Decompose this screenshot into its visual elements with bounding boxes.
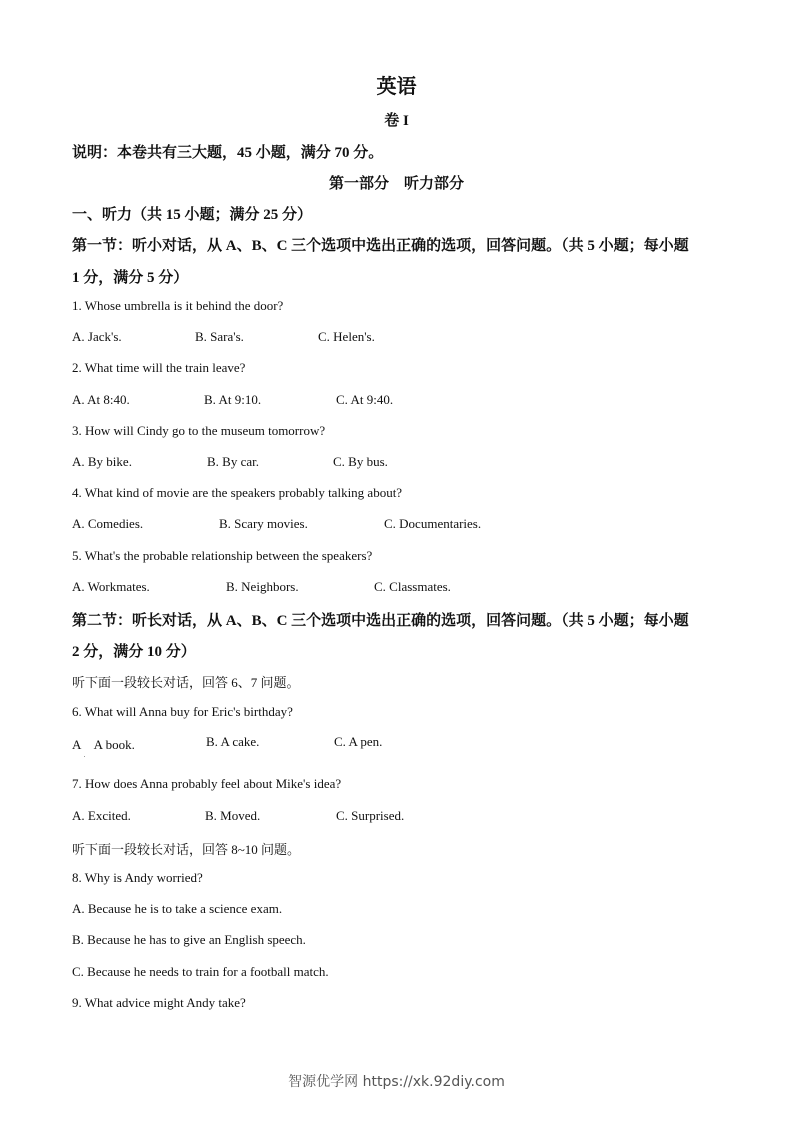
question-4-option-a: A. Comedies. [72,516,144,531]
question-2: 2. What time will the train leave? [72,360,246,375]
question-4-option-b: B. Scary movies. [219,516,308,531]
question-8: 8. Why is Andy worried? [72,870,203,885]
question-8-option-b: B. Because he has to give an English speech. [72,932,306,947]
instructions: 说明：本卷共有三大题，45 小题，满分 70 分。 [72,145,384,161]
footer-watermark: 智源优学网 https://xk.92diy.com [288,1074,505,1090]
question-3-option-b: B. By car. [207,454,259,469]
part-heading: 第一部分 听力部分 [328,176,464,192]
listen-instruction-8-10: 听下面一段较长对话，回答 8~10 问题。 [72,842,301,857]
question-4-option-c: C. Documentaries. [384,516,482,531]
question-4: 4. What kind of movie are the speakers probably talking about? [72,485,403,500]
question-1: 1. Whose umbrella is it behind the door? [72,298,284,313]
question-6: 6. What will Anna buy for Eric's birthday? [72,704,293,719]
question-2-option-a: A. At 8:40. [72,392,130,407]
question-6-option-a: A A book. [72,737,135,752]
page-title: 英语 [376,76,417,98]
question-3-option-c: C. By bus. [333,454,388,469]
question-1-option-a: A. Jack's. [72,329,122,344]
subsection-two-line2: 2 分，满分 10 分） [72,644,196,660]
listen-instruction-6-7: 听下面一段较长对话，回答 6、7 问题。 [72,675,300,690]
question-8-option-c: C. Because he needs to train for a football match. [72,964,329,979]
question-5: 5. What's the probable relationship between the speakers? [72,548,373,563]
question-1-option-b: B. Sara's. [195,329,244,344]
question-3: 3. How will Cindy go to the museum tomorrow? [72,423,326,438]
subsection-one-line1: 第一节：听小对话，从 A、B、C 三个选项中选出正确的选项，回答问题。（共 5 小题；每小题 [72,238,689,254]
stray-mark [84,756,85,757]
section-heading-listening: 一、听力（共 15 小题；满分 25 分） [72,207,313,223]
question-7-option-c: C. Surprised. [336,808,405,823]
question-6-option-c: C. A pen. [334,734,383,749]
question-8-option-a: A. Because he is to take a science exam. [72,901,283,916]
question-2-option-c: C. At 9:40. [336,392,394,407]
volume-label: 卷 I [384,113,409,129]
question-5-option-a: A. Workmates. [72,579,150,594]
question-6-option-b: B. A cake. [206,734,260,749]
question-7-option-b: B. Moved. [205,808,261,823]
question-2-option-b: B. At 9:10. [204,392,262,407]
subsection-two-line1: 第二节：听长对话，从 A、B、C 三个选项中选出正确的选项，回答问题。（共 5 小题；每小题 [72,613,689,629]
question-9: 9. What advice might Andy take? [72,995,246,1010]
question-7-option-a: A. Excited. [72,808,131,823]
question-1-option-c: C. Helen's. [318,329,375,344]
subsection-one-line2: 1 分，满分 5 分） [72,270,189,286]
question-3-option-a: A. By bike. [72,454,132,469]
question-7: 7. How does Anna probably feel about Mike's idea? [72,776,342,791]
question-5-option-c: C. Classmates. [374,579,451,594]
question-5-option-b: B. Neighbors. [226,579,299,594]
